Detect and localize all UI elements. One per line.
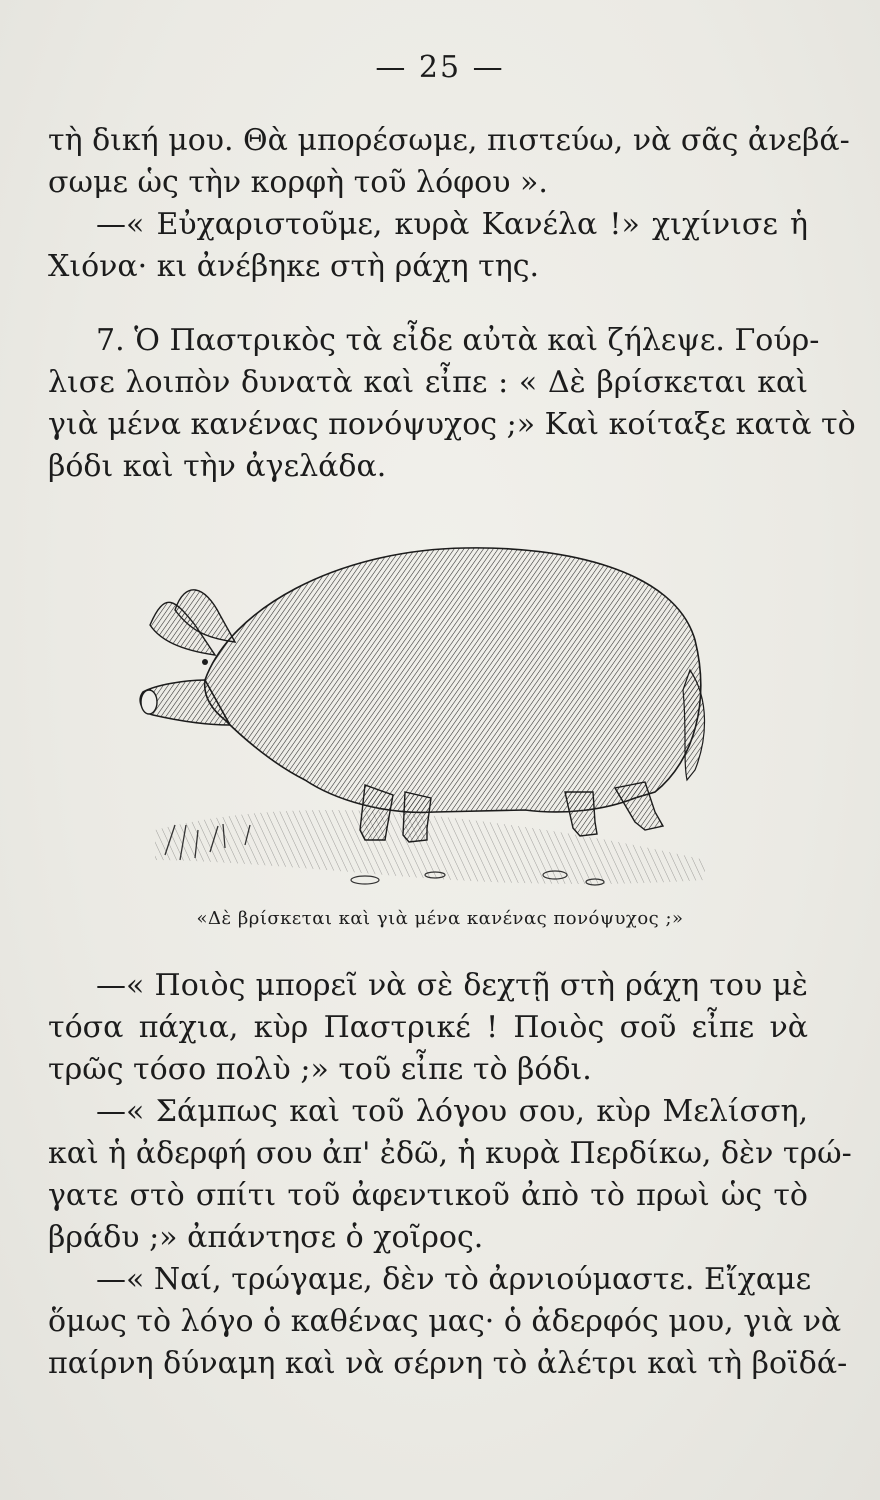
text-line: —« Ναί, τρώγαμε, δὲν τὸ ἀρνιούμαστε. Εἴχαμε <box>96 1262 812 1297</box>
text-line: σωμε ὡς τὴν κορφὴ τοῦ λόφου ». <box>48 165 548 200</box>
text-line: καὶ ἡ ἀδερφή σου ἀπ' ἐδῶ, ἡ κυρὰ Περδίκω, δὲν τρώ- <box>48 1136 852 1171</box>
text-line: ὅμως τὸ λόγο ὁ καθένας μας· ὁ ἀδερφός μου, γιὰ νὰ <box>48 1304 842 1339</box>
text-line: 7. Ὁ Παστρικὸς τὰ εἶδε αὐτὰ καὶ ζήλεψε. Γούρ- <box>96 323 820 358</box>
text-line: παίρνη δύναμη καὶ νὰ σέρνη τὸ ἀλέτρι καὶ τὴ βοϊδά- <box>48 1346 848 1381</box>
text-line: γατε στὸ σπίτι τοῦ ἀφεντικοῦ ἀπὸ τὸ πρωὶ ὡς τὸ <box>48 1178 808 1213</box>
text-line: —« Σάμπως καὶ τοῦ λόγου σου, κὺρ Μελίσση, <box>96 1094 808 1129</box>
text-line: τὴ δική μου. Θὰ μπορέσωμε, πιστεύω, νὰ σᾶς ἀνεβά- <box>48 123 850 158</box>
text-block-paragraph-7 <box>48 320 856 488</box>
text-block-top <box>48 120 850 288</box>
text-block-bottom <box>48 965 852 1385</box>
text-line: βόδι καὶ τὴν ἀγελάδα. <box>48 449 387 484</box>
text-line: Χιόνα· κι ἀνέβηκε στὴ ράχη της. <box>48 249 540 284</box>
page-number: — 25 — <box>375 50 505 85</box>
text-line: βράδυ ;» ἀπάντησε ὁ χοῖρος. <box>48 1220 484 1255</box>
pig-engraving-icon <box>135 530 715 900</box>
illustration-caption: «Δὲ βρίσκεται καὶ γιὰ μένα κανένας πονόψυχος ;» <box>196 908 684 929</box>
text-line: —« Ποιὸς μπορεῖ νὰ σὲ δεχτῇ στὴ ράχη του μὲ <box>96 968 808 1003</box>
text-line: τόσα πάχια, κὺρ Παστρικέ ! Ποιὸς σοῦ εἶπε νὰ <box>48 1010 808 1045</box>
text-line: λισε λοιπὸν δυνατὰ καὶ εἶπε : « Δὲ βρίσκεται καὶ <box>48 365 808 400</box>
text-line: —« Εὐχαριστοῦμε, κυρὰ Κανέλα !» χιχίνισε ἡ <box>96 207 808 242</box>
text-line: τρῶς τόσο πολὺ ;» τοῦ εἶπε τὸ βόδι. <box>48 1052 592 1087</box>
text-line: γιὰ μένα κανένας πονόψυχος ;» Καὶ κοίταξε κατὰ τὸ <box>48 407 856 442</box>
